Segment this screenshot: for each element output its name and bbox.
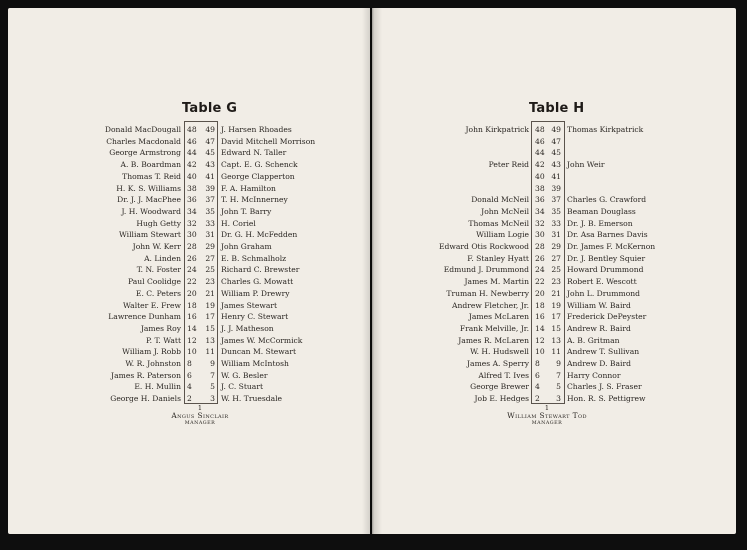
right-seat-number: 3: [210, 394, 215, 404]
table-h-seat-row: [0, 194, 747, 206]
right-seat-number: 35: [551, 206, 561, 216]
left-guest-name: John Kirkpatrick: [465, 125, 529, 134]
right-seat-number: 9: [210, 359, 215, 368]
table-h-seat-row: [0, 136, 747, 148]
right-guest-name: William McIntosh: [221, 359, 289, 368]
right-seat-number: 25: [551, 265, 561, 275]
right-seat-number: 7: [210, 370, 215, 380]
left-seat-number: 16: [187, 312, 197, 322]
left-guest-name: Walter E. Frew: [123, 300, 181, 310]
right-guest-name: Howard Drummond: [567, 265, 644, 275]
left-seat-number: 36: [187, 195, 197, 205]
right-guest-name: Dr. Asa Barnes Davis: [567, 230, 648, 240]
left-seat-number: 20: [535, 288, 545, 298]
right-seat-number: 17: [551, 312, 561, 322]
table-h-seat-row: [0, 370, 747, 382]
left-guest-name: J. H. Woodward: [121, 206, 181, 216]
right-seat-number: 47: [205, 136, 215, 146]
left-guest-name: Edward Otis Rockwood: [438, 242, 529, 251]
left-guest-name: William J. Robb: [122, 347, 181, 357]
left-guest-name: John W. Kerr: [132, 242, 181, 251]
left-seat-number: 6: [535, 370, 540, 380]
left-seat-number: 26: [535, 253, 545, 263]
right-seat-number: 33: [551, 218, 561, 228]
right-guest-name: Charles G. Mowatt: [221, 277, 294, 287]
right-seat-number: 23: [551, 277, 561, 287]
right-guest-name: John Graham: [221, 242, 272, 251]
table-h-seat-row: [0, 264, 747, 276]
left-guest-name: Edmund J. Drummond: [443, 265, 529, 275]
left-seat-number: 26: [187, 253, 197, 263]
left-seat-number: 48: [187, 125, 197, 134]
right-seat-number: 37: [205, 195, 215, 205]
right-seat-number: 19: [205, 300, 215, 310]
left-guest-name: Peter Reid: [488, 160, 529, 170]
left-seat-number: 8: [187, 359, 192, 368]
left-seat-number: 44: [187, 148, 197, 158]
right-guest-name: Richard C. Brewster: [221, 265, 300, 275]
right-seat-number: 37: [551, 195, 561, 205]
left-seat-number: 28: [187, 242, 197, 251]
left-seat-number: 6: [187, 370, 192, 380]
table-g-head-seat: 1: [197, 404, 203, 412]
left-guest-name: H. K. S. Williams: [116, 183, 181, 193]
right-guest-name: Duncan M. Stewart: [221, 347, 297, 357]
table-h-seat-row: [0, 159, 747, 171]
left-guest-name: Paul Coolidge: [127, 277, 181, 287]
right-guest-name: Andrew T. Sullivan: [567, 347, 640, 357]
left-guest-name: T. N. Foster: [136, 265, 181, 275]
left-seat-number: 46: [187, 136, 197, 146]
table-h-seat-row: [0, 311, 747, 323]
table-h-seat-row: [0, 381, 747, 393]
right-guest-name: John L. Drummond: [567, 288, 641, 298]
left-seat-number: 22: [187, 277, 197, 287]
left-guest-name: Dr. J. J. MacPhee: [117, 195, 181, 205]
right-seat-number: 21: [551, 288, 561, 298]
left-seat-number: 42: [535, 160, 545, 170]
right-guest-name: F. A. Hamilton: [221, 183, 276, 193]
right-guest-name: John T. Barry: [221, 206, 272, 216]
left-seat-number: 10: [187, 347, 197, 357]
right-guest-name: Robert E. Wescott: [567, 277, 637, 287]
table-g-manager-role: MANAGER: [184, 421, 216, 426]
left-guest-name: W. R. Johnston: [125, 359, 181, 368]
right-seat-number: 49: [551, 125, 561, 134]
right-guest-name: Charles G. Crawford: [567, 195, 647, 205]
left-seat-number: 18: [187, 300, 197, 310]
left-seat-number: 34: [535, 206, 545, 216]
right-seat-number: 25: [205, 265, 215, 275]
left-guest-name: James R. McLaren: [458, 335, 529, 345]
left-seat-number: 42: [187, 160, 197, 170]
right-guest-name: J. C. Stuart: [221, 382, 264, 392]
table-h-head-seat: 1: [544, 404, 550, 412]
table-h-manager-role: MANAGER: [531, 421, 563, 426]
right-guest-name: A. B. Gritman: [567, 335, 620, 345]
left-guest-name: Donald McNeil: [471, 195, 529, 205]
left-seat-number: 34: [187, 206, 197, 216]
right-guest-name: Thomas Kirkpatrick: [567, 125, 644, 134]
left-guest-name: P. T. Watt: [146, 335, 181, 345]
left-guest-name: Frank Melville, Jr.: [459, 323, 529, 333]
table-h-seat-row: [0, 288, 747, 300]
right-seat-number: 49: [205, 125, 215, 134]
right-seat-number: 9: [556, 359, 561, 368]
left-guest-name: W. H. Hudswell: [470, 347, 529, 357]
left-guest-name: E. C. Peters: [135, 288, 181, 298]
left-seat-number: 38: [187, 183, 197, 193]
right-guest-name: W. H. Truesdale: [221, 394, 283, 404]
left-seat-number: 18: [535, 300, 545, 310]
left-seat-number: 8: [535, 359, 540, 368]
right-guest-name: Henry C. Stewart: [221, 312, 289, 322]
right-seat-number: 21: [205, 288, 215, 298]
right-seat-number: 11: [205, 347, 215, 357]
table-h-seat-row: [0, 218, 747, 230]
left-guest-name: John McNeil: [481, 206, 529, 216]
left-guest-name: E. H. Mullin: [134, 382, 181, 392]
table-h-seat-row: [0, 393, 747, 405]
left-seat-number: 4: [187, 382, 192, 392]
table-h-seat-row: [0, 358, 747, 370]
right-seat-number: 5: [210, 382, 215, 392]
left-seat-number: 48: [535, 125, 545, 134]
right-seat-number: 13: [551, 335, 561, 345]
left-seat-number: 46: [535, 136, 545, 146]
right-guest-name: Dr. G. H. McFedden: [221, 230, 298, 240]
right-seat-number: 15: [205, 323, 215, 333]
left-seat-number: 24: [187, 265, 197, 275]
table-h-seat-row: [0, 276, 747, 288]
right-seat-number: 7: [556, 370, 561, 380]
right-seat-number: 43: [205, 160, 215, 170]
right-seat-number: 33: [205, 218, 215, 228]
right-guest-name: Beaman Douglass: [567, 206, 636, 216]
right-guest-name: Dr. James F. McKernon: [567, 242, 656, 251]
left-guest-name: Charles Macdonald: [106, 136, 181, 146]
right-seat-number: 45: [551, 148, 561, 158]
left-seat-number: 2: [535, 394, 540, 404]
right-guest-name: James Stewart: [221, 300, 278, 310]
table-h-seat-row: [0, 300, 747, 312]
right-guest-name: Charles J. S. Fraser: [567, 382, 642, 392]
table-h-footer: [487, 404, 607, 428]
right-guest-name: Dr. J. B. Emerson: [567, 218, 633, 228]
right-guest-name: William W. Baird: [567, 300, 631, 310]
right-guest-name: David Mitchell Morrison: [221, 136, 316, 146]
table-h-title: Table H: [529, 101, 585, 116]
left-guest-name: George Brewer: [470, 382, 529, 392]
left-guest-name: Truman H. Newberry: [446, 288, 529, 298]
table-h-seat-row: [0, 253, 747, 265]
right-guest-name: Andrew R. Baird: [567, 323, 631, 333]
table-h-seat-row: [0, 147, 747, 159]
right-seat-number: 27: [205, 253, 215, 263]
left-seat-number: 40: [187, 171, 197, 181]
right-seat-number: 35: [205, 206, 215, 216]
left-seat-number: 40: [535, 171, 545, 181]
left-seat-number: 30: [187, 230, 197, 240]
left-seat-number: 38: [535, 183, 545, 193]
right-guest-name: Edward N. Taller: [221, 148, 287, 158]
left-guest-name: James M. Martin: [464, 277, 529, 287]
right-guest-name: E. B. Schmalholz: [221, 253, 287, 263]
right-guest-name: Harry Connor: [567, 370, 621, 380]
right-seat-number: 15: [551, 323, 561, 333]
left-seat-number: 2: [187, 394, 192, 404]
right-seat-number: 45: [205, 148, 215, 158]
right-guest-name: J. J. Matheson: [221, 323, 274, 333]
right-guest-name: J. Harsen Rhoades: [221, 125, 292, 134]
left-seat-number: 20: [187, 288, 197, 298]
right-seat-number: 41: [551, 171, 561, 181]
left-guest-name: F. Stanley Hyatt: [467, 253, 529, 263]
right-seat-number: 17: [205, 312, 215, 322]
left-seat-number: 10: [535, 347, 545, 357]
table-h-seat-row: [0, 335, 747, 347]
left-guest-name: Job E. Hedges: [474, 394, 529, 404]
left-guest-name: A. B. Boardman: [120, 160, 181, 170]
left-seat-number: 14: [187, 323, 197, 333]
right-seat-number: 3: [556, 394, 561, 404]
right-guest-name: George Clapperton: [221, 171, 295, 181]
table-h-seat-row: [0, 323, 747, 335]
left-guest-name: Lawrence Dunham: [108, 312, 181, 322]
left-guest-name: Hugh Getty: [136, 218, 181, 228]
table-h-seat-row: [0, 241, 747, 253]
right-guest-name: Capt. E. G. Schenck: [221, 160, 298, 170]
left-guest-name: George H. Daniels: [110, 394, 181, 404]
left-guest-name: George Armstrong: [109, 148, 181, 158]
table-h-seat-row: [0, 346, 747, 358]
left-guest-name: Donald MacDougall: [104, 125, 181, 134]
right-seat-number: 39: [205, 183, 215, 193]
left-seat-number: 16: [535, 312, 545, 322]
right-seat-number: 19: [551, 300, 561, 310]
left-seat-number: 4: [535, 382, 540, 392]
left-seat-number: 12: [187, 335, 197, 345]
table-h-manager-name: William Stewart Tod: [507, 411, 587, 420]
left-guest-name: William Logie: [476, 230, 529, 240]
left-guest-name: William Stewart: [119, 230, 181, 240]
right-guest-name: Frederick DePeyster: [567, 312, 647, 322]
right-seat-number: 41: [205, 171, 215, 181]
left-seat-number: 36: [535, 195, 545, 205]
right-seat-number: 13: [205, 335, 215, 345]
right-guest-name: T. H. McInnerney: [221, 195, 288, 205]
right-seat-number: 29: [205, 242, 215, 251]
left-guest-name: James A. Sperry: [467, 359, 529, 368]
table-h-seat-row: [0, 183, 747, 195]
right-guest-name: Dr. J. Bentley Squier: [567, 253, 646, 263]
right-seat-number: 31: [551, 230, 561, 240]
right-seat-number: 43: [551, 160, 561, 170]
left-seat-number: 22: [535, 277, 545, 287]
left-seat-number: 12: [535, 335, 545, 345]
right-seat-number: 11: [551, 347, 561, 357]
right-seat-number: 39: [551, 183, 561, 193]
left-seat-number: 24: [535, 265, 545, 275]
left-guest-name: A. Linden: [144, 253, 181, 263]
right-seat-number: 31: [205, 230, 215, 240]
table-h-seat-row: [0, 206, 747, 218]
left-seat-number: 32: [535, 218, 545, 228]
left-guest-name: Thomas T. Reid: [122, 171, 181, 181]
table-g-title: Table G: [182, 101, 238, 116]
right-guest-name: John Weir: [567, 160, 605, 170]
left-seat-number: 44: [535, 148, 545, 158]
right-guest-name: Andrew D. Baird: [567, 359, 631, 368]
table-g-manager-name: Angus Sinclair: [171, 411, 229, 420]
right-guest-name: Hon. R. S. Pettigrew: [567, 394, 646, 404]
left-guest-name: James Roy: [140, 323, 181, 333]
right-seat-number: 23: [205, 277, 215, 287]
table-h-seat-row: [0, 229, 747, 241]
right-guest-name: H. Coriel: [221, 218, 256, 228]
right-seat-number: 47: [551, 136, 561, 146]
left-guest-name: James McLaren: [468, 312, 529, 322]
right-guest-name: W. G. Besler: [221, 370, 268, 380]
left-guest-name: Alfred T. Ives: [478, 370, 529, 380]
left-guest-name: Andrew Fletcher, Jr.: [451, 300, 529, 310]
right-seat-number: 5: [556, 382, 561, 392]
table-g-footer: [150, 404, 250, 428]
left-seat-number: 14: [535, 323, 545, 333]
table-h-seat-row: [0, 124, 747, 136]
right-guest-name: William P. Drewry: [221, 288, 290, 298]
table-h-seat-row: [0, 171, 747, 183]
right-seat-number: 27: [551, 253, 561, 263]
right-seat-number: 29: [551, 242, 561, 251]
left-seat-number: 32: [187, 218, 197, 228]
left-seat-number: 28: [535, 242, 545, 251]
right-guest-name: James W. McCormick: [221, 335, 303, 345]
left-guest-name: Thomas McNeil: [468, 218, 529, 228]
left-seat-number: 30: [535, 230, 545, 240]
left-guest-name: James R. Paterson: [111, 370, 181, 380]
